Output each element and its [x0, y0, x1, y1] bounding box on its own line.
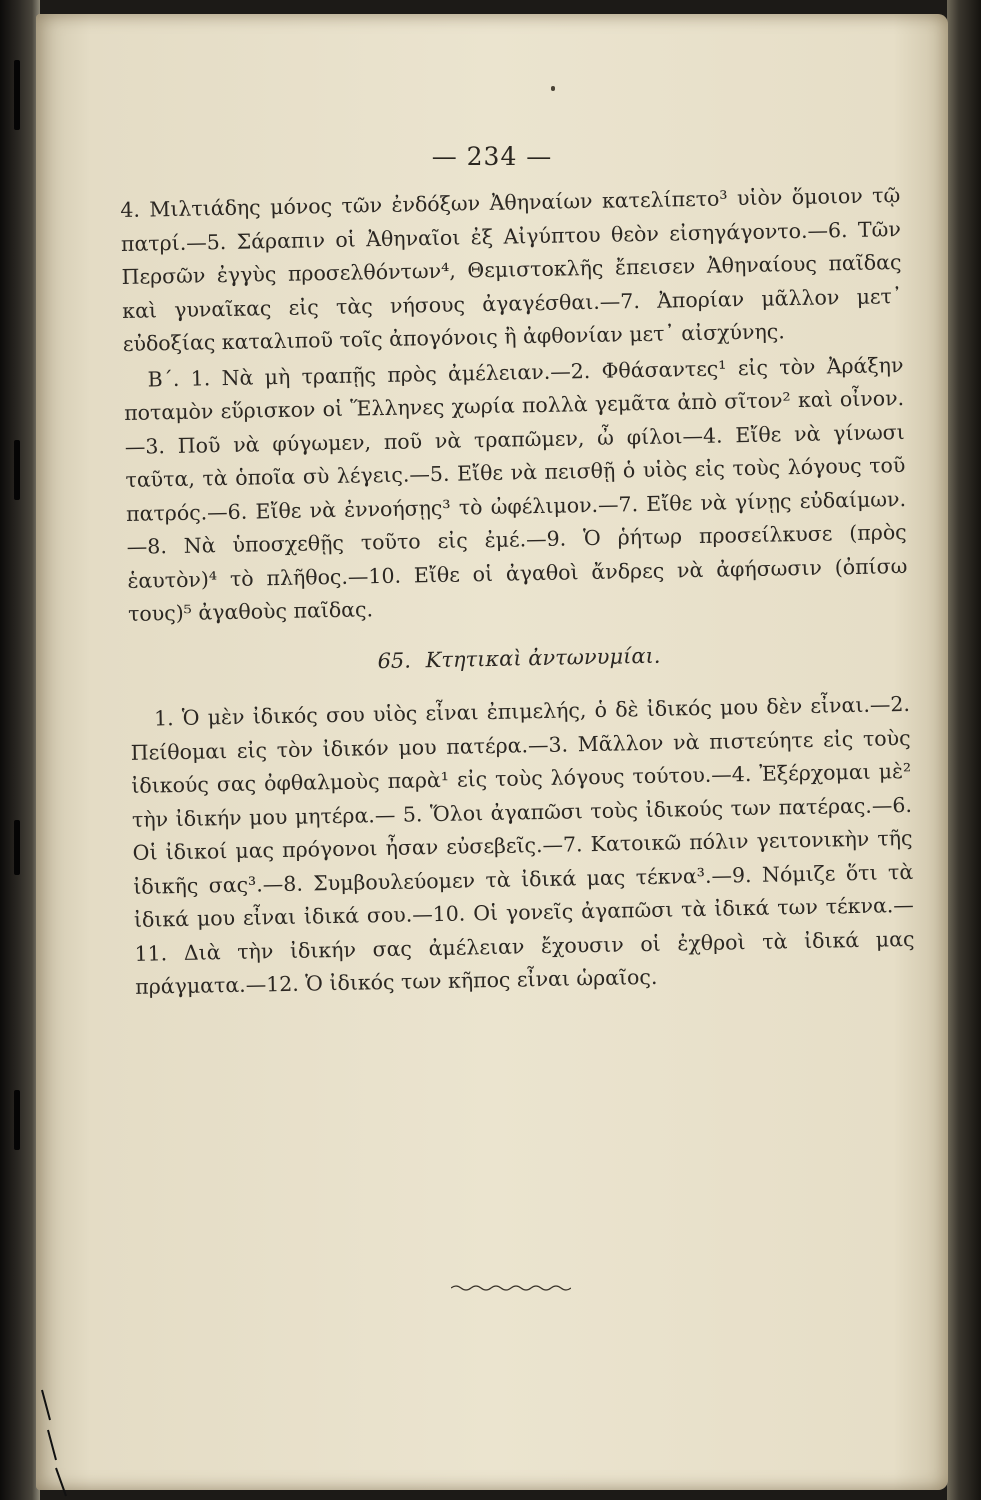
exercise-paragraph-a: 4. Μιλτιάδης μόνος τῶν ἐνδόξων Ἀθηναίων κατελίπετο³ υἱὸν ὅμοιον τῷ πατρί.—5. Σάραπιν οἱ Ἀθηναῖοι ἐξ Αἰγύπτου θεὸν εἰσηγάγοντο.—6. Τῶν Περσῶν ἐγγὺς προσελθόντων⁴, Θεμιστοκλῆς ἔπεισεν Ἀθηναίους παῖδας καὶ γυναῖκας εἰς τὰς νήσους ἀγαγέσθαι.—7. Ἀπορίαν μᾶλλον μετ᾽ εὐδοξίας καταλιποῦ τοῖς ἀπογόνοις ἢ ἀφθονίαν μετ᾽ αἰσχύνης.	[120, 183, 903, 356]
section-65-exercises: 1. Ὁ μὲν ἰδικός σου υἱὸς εἶναι ἐπιμελής, ὁ δὲ ἰδικός μου δὲν εἶναι.—2. Πείθομαι εἰς τὸν ἰδικόν μου πατέρα.—3. Μᾶλλον νὰ πιστεύητε εἰς τοὺς ἰδικούς σας ὀφθαλμοὺς παρὰ¹ εἰς τοὺς λόγους τούτου.—4. Ἐξέρχομαι μὲ² τὴν ἰδικήν μου μητέρα.— 5. Ὅλοι ἀγαπῶσι τοὺς ἰδικούς των πατέρας.—6. Οἱ ἰδικοί μας πρόγονοι ἦσαν εὐσεβεῖς.—7. Κατοικῶ πόλιν γειτονικὴν τῆς ἰδικῆς σας³.—8. Συμβουλεύομεν τὰ ἰδικά μας τέκνα³.—9. Νόμιζε ὅτι τὰ ἰδικά μου εἶναι ἰδικά σου.—10. Οἱ γονεῖς ἀγαπῶσι τὰ ἰδικά των τέκνα.—11. Διὰ τὴν ἰδικήν σας ἀμέλειαν ἔχουσιν οἱ ἐχθροὶ τὰ ἰδικά μας πράγματα.—12. Ὁ ἰδικός των κῆπος εἶναι ὡραῖος.	[130, 691, 915, 999]
ink-speck	[551, 86, 555, 91]
section-title: Κτητικαὶ ἀντωνυμίαι.	[425, 643, 661, 672]
binding-stitch	[14, 1090, 20, 1150]
book-binding	[0, 0, 40, 1500]
margin-pencil-marks	[32, 1380, 92, 1500]
exercise-paragraph-b: Β΄. 1. Νὰ μὴ τραπῇς πρὸς ἀμέλειαν.—2. Φθάσαντες¹ εἰς τὸν Ἀράξην ποταμὸν εὕρισκον οἱ Ἕλληνες χωρία πολλὰ γεμᾶτα ἀπὸ σῖτον² καὶ οἶνον.—3. Ποῦ νὰ φύγωμεν, ποῦ νὰ τραπῶμεν, ὦ φίλοι—4. Εἴθε νὰ γίνωσι ταῦτα, τὰ ὁποῖα σὺ λέγεις.—5. Εἴθε νὰ πεισθῇ ὁ υἱὸς εἰς τοὺς λόγους τοῦ πατρός.—6. Εἴθε νὰ ἐννοήσῃς³ τὸ ὠφέλιμον.—7. Εἴθε νὰ γίνῃς εὐδαίμων.—8. Νὰ ὑποσχεθῇς τοῦτο εἰς ἐμέ.—9. Ὁ ῥήτωρ προσείλκυσε (πρὸς ἑαυτὸν)⁴ τὸ πλῆθος.—10. Εἴθε οἱ ἀγαθοὶ ἄνδρες νὰ ἀφήσωσιν (ὀπίσω τους)⁵ ἀγαθοὺς παῖδας.	[123, 352, 908, 626]
binding-stitch	[14, 60, 20, 130]
binding-stitch	[14, 440, 20, 500]
section-number: 65.	[377, 648, 412, 673]
section-heading	[129, 634, 909, 682]
binding-stitch	[14, 820, 20, 875]
page-body	[120, 179, 915, 1004]
book-page	[36, 14, 948, 1490]
decorative-wavy-rule	[451, 1284, 571, 1292]
page-number: — 234 —	[431, 142, 553, 171]
page-stack-edge	[947, 0, 981, 1500]
